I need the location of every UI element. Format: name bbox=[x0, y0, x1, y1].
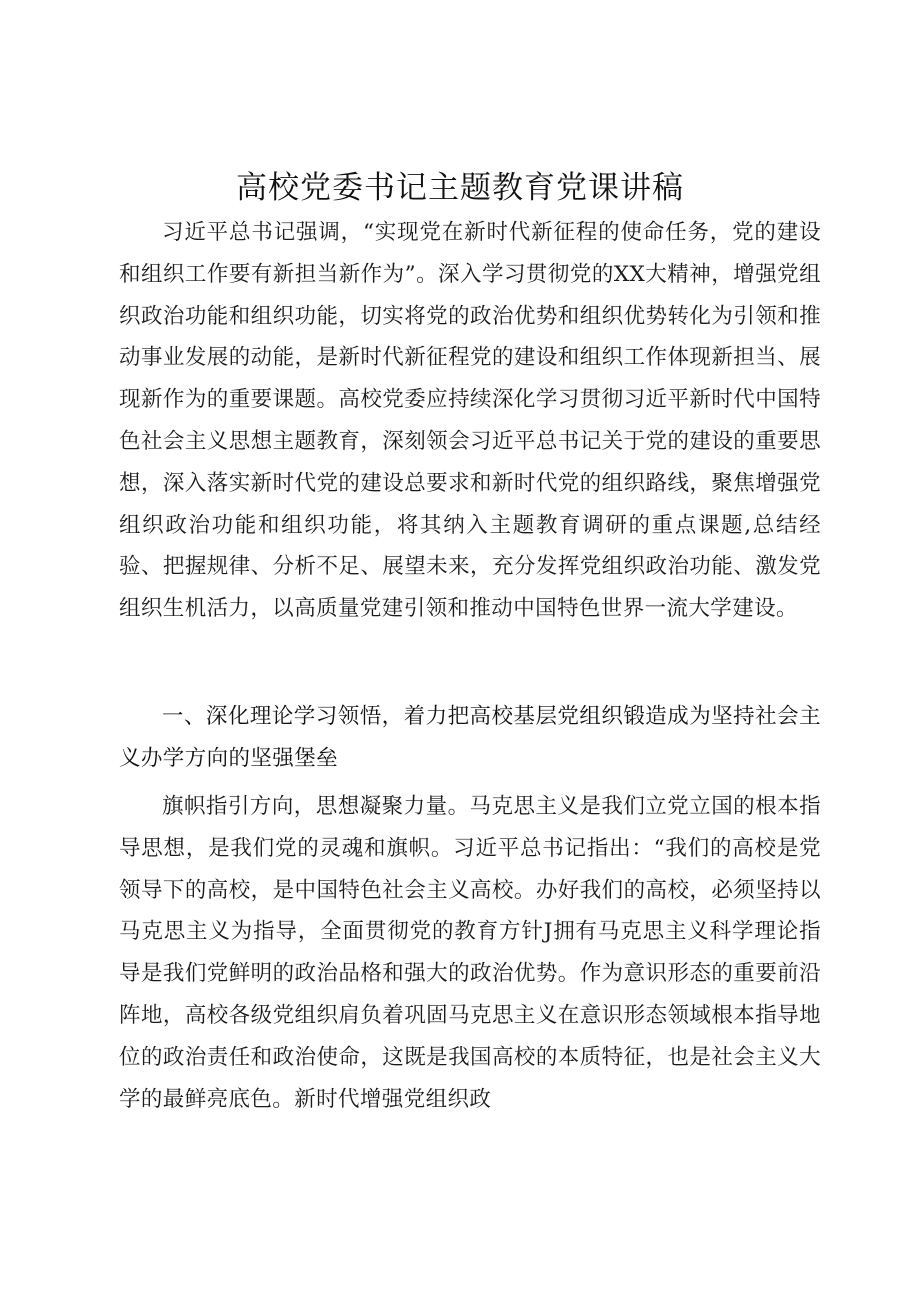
section-1-paragraph: 旗帜指引方向，思想凝聚力量。马克思主义是我们立党立国的根本指导思想，是我们党的灵魂和旗帜。习近平总书记指出：“我们的高校是党领导下的高校，是中国特色社会主义高校。办好我们的高校，必须坚持以马克思主义为指导，全面贯彻党的教育方针J拥有马克思主义科学理论指导是我们党鲜明的政治品格和强大的政治优势。作为意识形态的重要前沿阵地，高校各级党组织肩负着巩固马克思主义在意识形态领域根本指导地位的政治责任和政治使命，这既是我国高校的本质特征，也是社会主义大学的最鲜亮底色。新时代增强党组织政 bbox=[119, 794, 821, 1112]
section-heading-1: 一、深化理论学习领悟，着力把高校基层党组织锻造成为坚持社会主义办学方向的坚强堡垒 bbox=[119, 704, 821, 771]
document-title: 高校党委书记主题教育党课讲稿 bbox=[236, 170, 684, 206]
intro-paragraph: 习近平总书记强调，“实现党在新时代新征程的使命任务，党的建设和组织工作要有新担当新作为”。深入学习贯彻党的XX大精神，增强党组织政治功能和组织功能，切实将党的政治优势和组织优势转化为引领和推动事业发展的动能，是新时代新征程党的建设和组织工作体现新担当、展现新作为的重要课题。高校党委应持续深化学习贯彻习近平新时代中国特色社会主义思想主题教育，深刻领会习近平总书记关于党的建设的重要思想，深入落实新时代党的建设总要求和新时代党的组织路线，聚焦增强党组织政治功能和组织功能，将其纳入主题教育调研的重点课题,总结经验、把握规律、分析不足、展望未来，充分发挥党组织政治功能、激发党组织生机活力，以高质量党建引领和推动中国特色世界一流大学建设。 bbox=[119, 220, 821, 622]
